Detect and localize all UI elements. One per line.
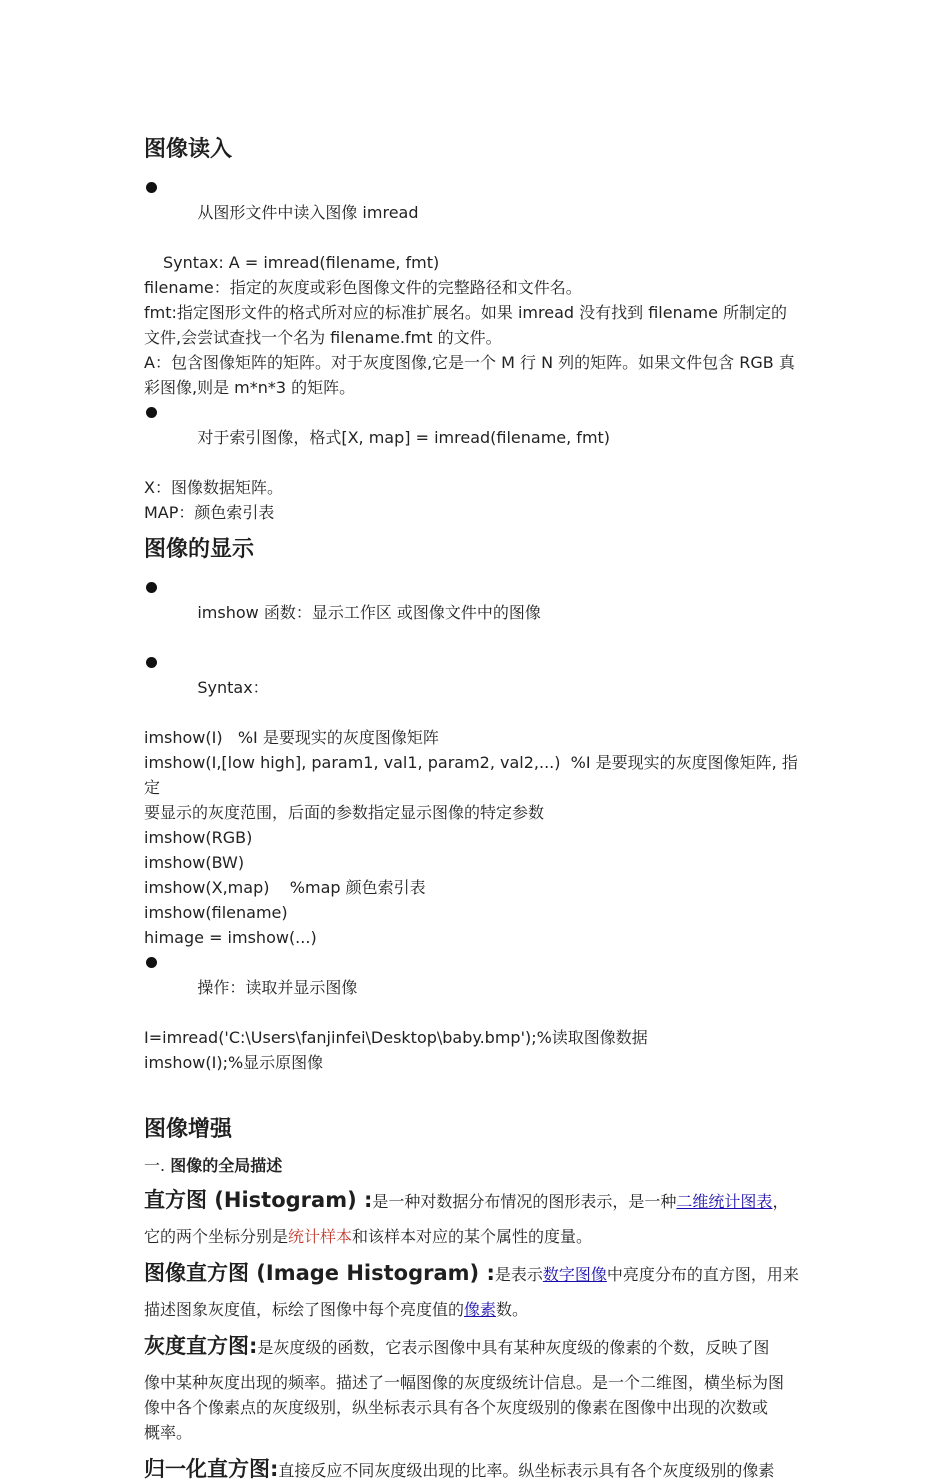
text-line: 文件,会尝试查找一个名为 filename.fmt 的文件。: [144, 328, 502, 347]
definition-normalized-histogram: [144, 1457, 808, 1483]
text-line: filename：指定的灰度或彩色图像文件的完整路径和文件名。: [144, 278, 582, 297]
term: 归一化直方图:: [144, 1457, 279, 1481]
definition-text: 中亮度分布的直方图，用来: [606, 1265, 799, 1284]
definition-image-histogram: [144, 1261, 808, 1287]
document-page: [144, 133, 808, 1483]
definition-text: 是灰度级的函数，它表示图像中具有某种灰度级的像素的个数，反映了图: [257, 1338, 770, 1357]
text-line: 彩图像,则是 m*n*3 的矩阵。: [144, 378, 356, 397]
code-line: imshow(filename): [144, 903, 288, 922]
bullet-text: 操作：读取并显示图像: [197, 978, 358, 997]
bullet-text: imshow 函数：显示工作区 或图像文件中的图像: [197, 603, 541, 622]
text-line: fmt:指定图形文件的格式所对应的标准扩展名。如果 imread 没有找到 filename 所制定的: [144, 303, 788, 322]
definition-text: 直接反应不同灰度级出现的比率。纵坐标表示具有各个灰度级别的像素: [278, 1461, 775, 1480]
link-pixel[interactable]: 像素: [464, 1300, 497, 1319]
definition-gray-histogram: [144, 1334, 808, 1360]
section-heading-image-enhancement: 图像增强: [144, 1117, 233, 1142]
syntax-line: Syntax: A = imread(filename, fmt): [163, 253, 440, 272]
bullet-dot-icon: [146, 182, 157, 193]
bullet-item: [144, 575, 808, 650]
code-line: imshow(I,[low high], param1, val1, param2, val2,...) %I 是要现实的灰度图像矩阵, 指定: [144, 753, 798, 797]
code-line: imshow(BW): [144, 853, 245, 872]
bullet-dot-icon: [146, 657, 157, 668]
definition-text: 是表示: [494, 1265, 543, 1284]
bullet-text: 从图形文件中读入图像 imread: [197, 203, 419, 222]
definition-text: 和该样本对应的某个属性的度量。: [352, 1227, 593, 1246]
definition-histogram: [144, 1188, 808, 1214]
definition-continuation: [144, 1224, 808, 1249]
bullet-item: [144, 650, 808, 725]
code-line: himage = imshow(...): [144, 928, 317, 947]
link-2d-chart[interactable]: 二维统计图表: [676, 1192, 773, 1211]
definition-continuation: [144, 1297, 808, 1322]
definition-text: 描述图象灰度值，标绘了图像中每个亮度值的: [144, 1300, 465, 1319]
bullet-text: Syntax：: [197, 678, 269, 697]
definition-continuation: 像中某种灰度出现的频率。描述了一幅图像的灰度级统计信息。是一个二维图，横坐标为图: [144, 1373, 785, 1392]
definition-continuation: 概率。: [144, 1423, 193, 1442]
definition-text: 是一种对数据分布情况的图形表示，是一种: [372, 1192, 677, 1211]
term: 直方图 (Histogram) :: [144, 1188, 373, 1212]
bullet-item: [144, 950, 808, 1025]
bullet-text: 对于索引图像，格式[X, map] = imread(filename, fmt): [197, 428, 611, 447]
statistical-sample-link[interactable]: 统计样本: [288, 1227, 353, 1246]
subheading-number: 一.: [144, 1156, 166, 1175]
bullet-dot-icon: [146, 407, 157, 418]
code-line: I=imread('C:\Users\fanjinfei\Desktop\baby.bmp');%读取图像数据: [144, 1028, 648, 1047]
text-line: 要显示的灰度范围，后面的参数指定显示图像的特定参数: [144, 803, 545, 822]
code-line: imshow(I);%显示原图像: [144, 1053, 324, 1072]
definition-continuation: 像中各个像素点的灰度级别，纵坐标表示具有各个灰度级别的像素在图像中出现的次数或: [144, 1398, 769, 1417]
code-line: imshow(RGB): [144, 828, 253, 847]
bullet-dot-icon: [146, 957, 157, 968]
term: 灰度直方图:: [144, 1334, 258, 1358]
code-line: imshow(X,map) %map 颜色索引表: [144, 878, 426, 897]
bullet-item: [144, 175, 808, 250]
text-line: MAP：颜色索引表: [144, 503, 275, 522]
definition-text: ，: [772, 1192, 789, 1211]
code-line: imshow(I) %I 是要现实的灰度图像矩阵: [144, 728, 439, 747]
definition-text: 它的两个坐标分别是: [144, 1227, 289, 1246]
subheading-title: 图像的全局描述: [170, 1156, 283, 1175]
subheading: [144, 1153, 808, 1178]
section-heading-image-read: 图像读入: [144, 137, 233, 162]
bullet-item: [144, 400, 808, 475]
term: 图像直方图 (Image Histogram) :: [144, 1261, 495, 1285]
text-line: X：图像数据矩阵。: [144, 478, 283, 497]
link-digital-image[interactable]: 数字图像: [542, 1265, 607, 1284]
bullet-dot-icon: [146, 582, 157, 593]
text-line: A：包含图像矩阵的矩阵。对于灰度图像,它是一个 M 行 N 列的矩阵。如果文件包含 RGB 真: [144, 353, 795, 372]
definition-text: 数。: [496, 1300, 529, 1319]
section-heading-image-display: 图像的显示: [144, 537, 255, 562]
